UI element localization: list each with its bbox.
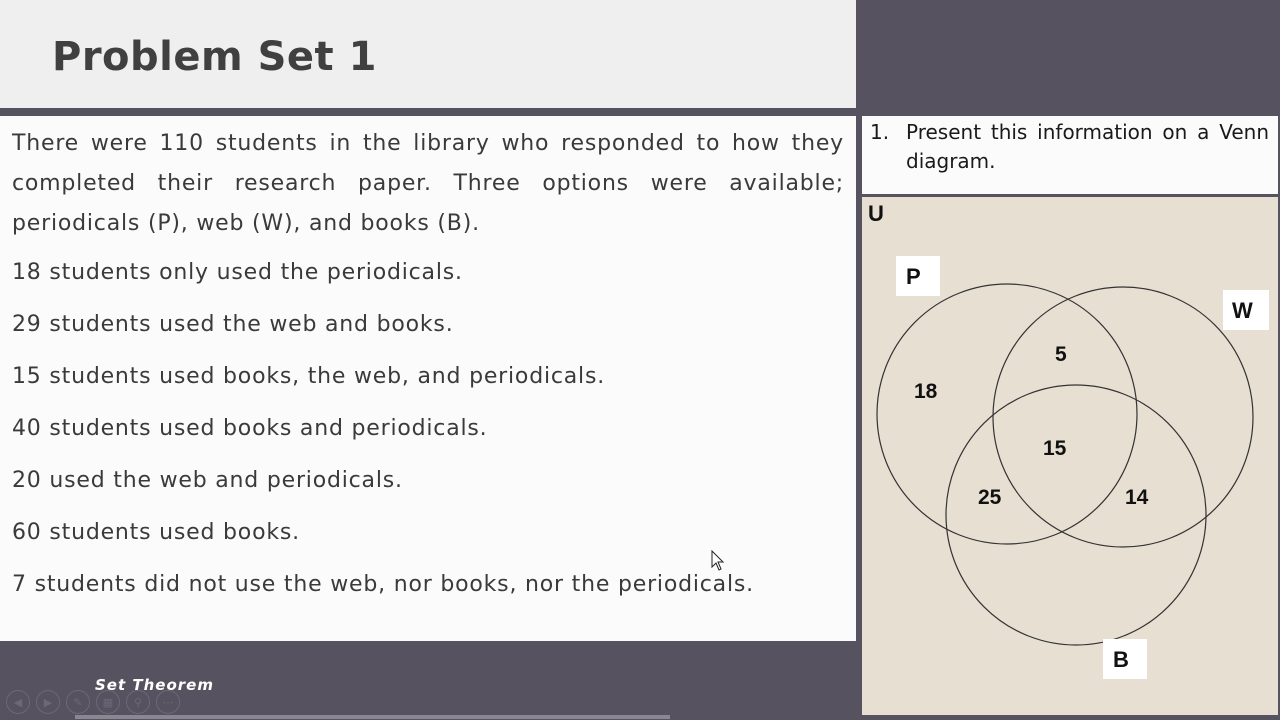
- fact-line: 60 students used books.: [12, 520, 300, 545]
- region-p-w-b: 15: [1043, 437, 1067, 460]
- question-box: [862, 116, 1278, 194]
- fact-line: 7 students did not use the web, nor books, nor the periodicals.: [12, 572, 754, 597]
- page-title: Problem Set 1: [52, 34, 377, 80]
- venn-diagram: [862, 197, 1278, 715]
- region-p-only: 18: [914, 380, 938, 403]
- fact-line: 18 students only used the periodicals.: [12, 260, 463, 285]
- mouse-cursor-icon: [711, 550, 725, 572]
- set-p-label: P: [906, 264, 921, 289]
- presentation-controls: [6, 690, 180, 714]
- set-b-circle: [946, 385, 1206, 645]
- region-p-and-w: 5: [1055, 343, 1067, 366]
- problem-text-panel: [0, 116, 856, 641]
- zoom-icon[interactable]: ⚲: [126, 690, 150, 714]
- universe-label: U: [868, 201, 884, 226]
- title-bar: [0, 0, 856, 108]
- region-w-and-b: 14: [1125, 486, 1149, 509]
- region-p-and-b: 25: [978, 486, 1002, 509]
- pen-icon[interactable]: ✎: [66, 690, 90, 714]
- next-slide-icon[interactable]: ▶: [36, 690, 60, 714]
- fact-line: 29 students used the web and books.: [12, 312, 454, 337]
- question-number: 1.: [870, 120, 890, 144]
- problem-intro: There were 110 students in the library who responded to how they completed their research paper. Three options were available; periodicals (P), web (W), and books (B).: [12, 131, 844, 236]
- slide-progress-bar: [75, 715, 670, 719]
- previous-slide-icon[interactable]: ◀: [6, 690, 30, 714]
- set-w-label: W: [1232, 298, 1253, 323]
- footer-label: Set Theorem: [95, 676, 214, 694]
- set-w-circle: [993, 287, 1253, 547]
- more-options-icon[interactable]: ⋯: [156, 690, 180, 714]
- fact-line: 15 students used books, the web, and periodicals.: [12, 364, 606, 389]
- slides-icon[interactable]: ▦: [96, 690, 120, 714]
- venn-diagram-panel: [862, 197, 1278, 715]
- fact-line: 40 students used books and periodicals.: [12, 416, 488, 441]
- question-text: Present this information on a Venn diagram.: [906, 120, 1269, 173]
- set-p-circle: [877, 284, 1137, 544]
- set-b-label: B: [1113, 647, 1129, 672]
- fact-line: 20 used the web and periodicals.: [12, 468, 403, 493]
